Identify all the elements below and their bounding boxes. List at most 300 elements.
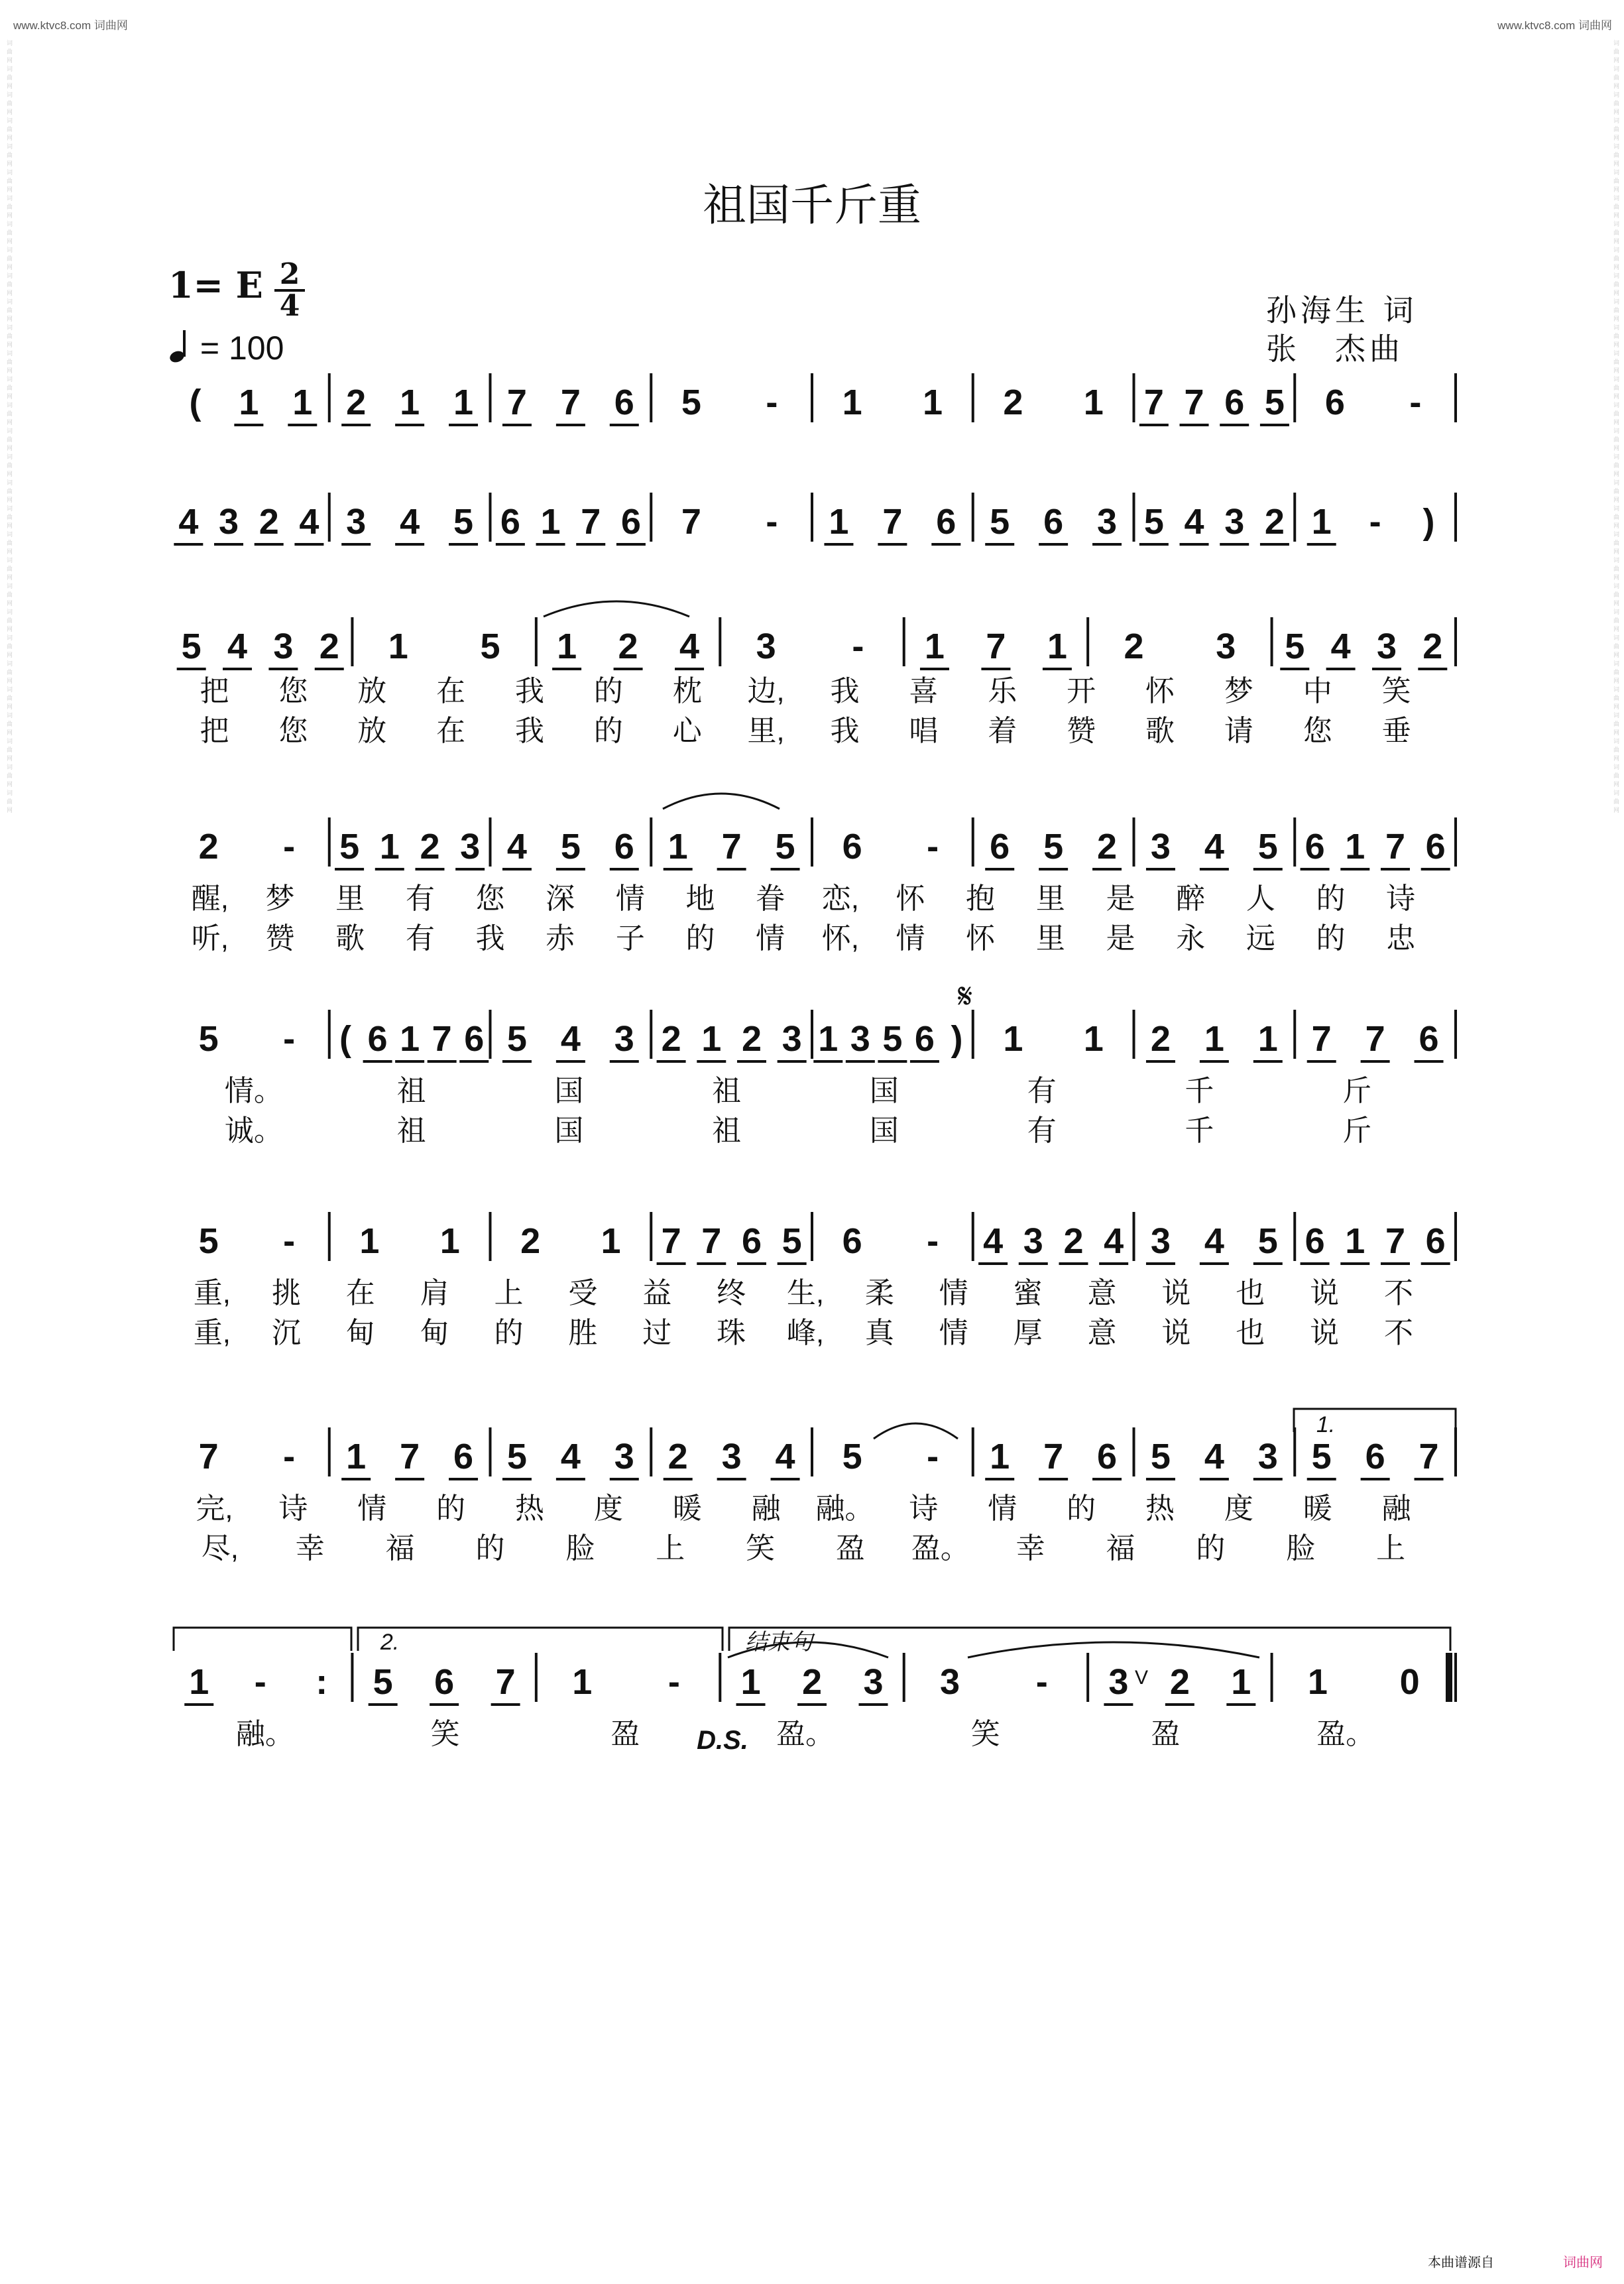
note: 7 [506,383,527,422]
note: 1 [1083,1019,1104,1059]
note: 1 [1083,383,1104,422]
footer-source: 本曲谱源自 [1428,2254,1494,2270]
lyric-char: 热 [1145,1492,1175,1525]
lyric-char: 的 [1316,882,1346,915]
lyric-char: 的 [436,1492,466,1525]
lyric-char: 千 [1185,1114,1214,1147]
lyric-char: 歌 [335,922,365,955]
lyric-char: 千 [1185,1075,1214,1107]
lyric-char: 怀 [966,922,996,955]
note: 2 [1003,383,1023,422]
note: 2 [1063,1221,1084,1261]
note: 6 [500,502,520,542]
slur [663,794,780,809]
lyric-char: 里, [747,715,785,747]
lyric-char: 柔 [864,1277,894,1309]
lyric-char: 意 [1087,1277,1117,1309]
note: 1 [829,502,849,542]
coda-label: 结束句 [745,1630,813,1655]
note: 6 [914,1019,935,1059]
lyric-char: 国 [554,1075,584,1107]
note: 1 [359,1221,380,1261]
note: 3 [219,502,239,542]
lyric-char: 情 [615,882,645,915]
note: 5 [681,383,701,422]
note: 1 [924,627,945,666]
note: 1 [379,827,400,867]
lyric-char: 边, [747,675,785,707]
lyric-char: 度 [593,1492,623,1525]
note: 5 [1264,383,1285,422]
lyric-char: 甸 [420,1317,449,1349]
lyric-char: 挑 [271,1277,301,1309]
lyric-char: 请 [1224,715,1253,747]
note: 6 [453,1437,474,1476]
note: 7 [1385,1221,1405,1261]
note: 4 [1184,502,1204,542]
note: ( [189,383,202,422]
lyric-char: 的 [1196,1532,1226,1565]
lyric-char: 盈 [610,1718,640,1750]
lyric-char: 把 [200,715,229,747]
lyric-char: 恋, [821,882,859,915]
note: 6 [620,502,641,542]
composer-credit: 张 杰曲 [1266,331,1404,367]
lyric-char: 深 [546,882,575,915]
lyric-char: 醒, [191,882,229,915]
coda-bracket [729,1628,1450,1651]
note: 5 [560,827,581,867]
lyric-char: 情。 [224,1075,283,1107]
note: 1 [1003,1019,1023,1059]
lyric-char: 怀 [896,882,925,915]
note: 2 [420,827,440,867]
note: 6 [936,502,957,542]
lyric-char: 说 [1161,1277,1191,1309]
lyric-char: 永 [1176,922,1206,955]
ending-2-bracket [358,1628,723,1651]
note: 6 [1324,383,1345,422]
note: 2 [346,383,367,422]
note: 5 [1043,827,1064,867]
breath-mark: V [1134,1667,1149,1689]
note: - [766,383,778,422]
lyric-char: 有 [405,922,435,955]
note: 2 [1124,627,1144,666]
lyric-char: 不 [1384,1317,1414,1349]
lyric-char: 笑 [1381,675,1411,707]
note: 5 [775,827,795,867]
note: 4 [1330,627,1351,666]
note: 1 [1047,627,1067,666]
lyric-char: 有 [1027,1075,1057,1107]
note: 5 [1150,1437,1171,1476]
lyric-char: 的 [593,675,623,707]
note: 7 [701,1221,722,1261]
note: 3 [1108,1662,1129,1702]
note: 3 [1097,502,1118,542]
note: 4 [1204,827,1224,867]
segno-sign: 𝄋 [957,977,973,1016]
lyric-char: 完, [196,1492,233,1525]
note: ) [1422,502,1435,542]
note: 7 [986,627,1006,666]
lyric-char: 怀 [1145,675,1175,707]
lyric-char: 忠 [1386,922,1416,955]
note: 1 [388,627,408,666]
note: 5 [1311,1437,1332,1476]
lyric-char: 上 [494,1277,524,1309]
note: 7 [1311,1019,1332,1059]
lyric-char: 斤 [1342,1075,1372,1107]
lyric-char: 我 [830,715,860,747]
slur [968,1642,1259,1657]
lyric-char: 祖 [712,1114,742,1147]
note: 2 [741,1019,762,1059]
lyric-char: 肩 [420,1277,449,1309]
note: 1 [842,383,862,422]
note: - [283,1019,296,1059]
note: 1 [1311,502,1332,542]
lyric-char: 开 [1067,675,1096,707]
note: 0 [1399,1662,1420,1702]
note: 1 [1204,1019,1224,1059]
note: 4 [560,1437,581,1476]
note: 1 [990,1437,1010,1476]
note: ( [339,1019,352,1059]
note: - [927,827,939,867]
lyric-char: 情 [988,1492,1017,1525]
song-title: 祖国千斤重 [703,180,921,231]
lyric-char: 的 [593,715,623,747]
note: 2 [618,627,638,666]
lyric-char: 国 [869,1075,899,1107]
note: - [283,827,296,867]
note: 2 [1264,502,1285,542]
lyric-char: 的 [685,922,715,955]
note: 6 [1097,1437,1118,1476]
note: 4 [299,502,319,542]
lyric-char: 诗 [1386,882,1416,915]
lyric-char: 梦 [1224,675,1253,707]
lyric-char: 怀, [821,922,859,955]
note: - [927,1437,939,1476]
lyric-char: 融。 [815,1492,874,1525]
lyric-char: 说 [1310,1317,1340,1349]
lyric-char: 您 [278,675,308,707]
note: 4 [1204,1221,1224,1261]
lyric-char: 厚 [1013,1317,1043,1349]
lyric-char: 胜 [568,1317,598,1349]
lyric-char: 益 [642,1277,672,1309]
note: 3 [1216,627,1236,666]
lyric-char: 抱 [966,882,996,915]
note: 1 [818,1019,839,1059]
note: 2 [259,502,279,542]
note: 3 [756,627,776,666]
tempo-value: = 100 [200,330,284,367]
note: 5 [198,1019,219,1059]
lyric-char: 不 [1384,1277,1414,1309]
lyric-char: 笑 [970,1718,1000,1750]
lyric-char: 蜜 [1013,1277,1043,1309]
lyric-char: 脸 [1286,1532,1316,1565]
note: - [1409,383,1422,422]
note: 5 [339,827,360,867]
time-signature-top: 2 [279,257,300,291]
note: 1 [189,1662,209,1702]
lyric-char: 在 [345,1277,375,1309]
note: 5 [990,502,1010,542]
note: 5 [506,1019,527,1059]
lyric-char: 有 [405,882,435,915]
lyric-char: 里 [335,882,365,915]
lyric-char: 福 [385,1532,415,1565]
note: 7 [400,1437,420,1476]
lyric-char: 重, [193,1317,231,1349]
note: 4 [1204,1437,1224,1476]
lyric-char: 在 [436,675,466,707]
note: 5 [480,627,500,666]
lyric-char: 您 [278,715,308,747]
note: 1 [1307,1662,1328,1702]
lyric-char: 暖 [1303,1492,1332,1525]
lyric-char: 盈 [835,1532,865,1565]
note: 3 [460,827,481,867]
note: 7 [1043,1437,1064,1476]
lyric-char: 着 [988,715,1017,747]
note: 1 [601,1221,621,1261]
note: 6 [990,827,1010,867]
note: 2 [661,1019,681,1059]
note: 1 [540,502,561,542]
lyric-char: 里 [1035,882,1065,915]
ending-2-label: 2. [380,1630,400,1655]
note: 6 [434,1662,455,1702]
note: 1 [557,627,577,666]
lyricist-credit: 孙海生 词 [1266,292,1418,328]
note: 4 [775,1437,795,1476]
lyric-char: 盈。 [1316,1718,1375,1750]
lyric-char: 重, [193,1277,231,1309]
lyric-char: 过 [642,1317,672,1349]
lyric-char: 盈。 [911,1532,970,1565]
note: 1 [740,1662,761,1702]
note: - [766,502,778,542]
lyric-char: 也 [1236,1317,1265,1349]
lyric-char: 的 [1316,922,1346,955]
lyric-char: 暖 [672,1492,702,1525]
note: 1 [400,1019,420,1059]
side-watermark-right: 词曲网词曲网词曲网词曲网词曲网词曲网词曲网词曲网词曲网词曲网词曲网词曲网词曲网词曲网词曲网词曲网词曲网词曲网词曲网词曲网词曲网词曲网词曲网词曲网词曲网词曲网词曲网词曲网词曲网词曲网 [1612,40,1619,815]
lyric-char: 诗 [278,1492,308,1525]
note: 1 [1257,1019,1278,1059]
lyric-char: 情 [939,1317,968,1349]
lyric-char: 情 [939,1277,968,1309]
note: 3 [850,1019,870,1059]
note: 1 [1231,1662,1251,1702]
note: 5 [1257,827,1278,867]
note: 1 [1345,1221,1365,1261]
note: - [283,1221,296,1261]
lyric-char: 眷 [756,882,785,915]
lyric-char: 脸 [565,1532,595,1565]
note: 4 [227,627,248,666]
note: 2 [520,1221,541,1261]
ds-marking: D.S. [697,1726,748,1755]
lyric-char: 放 [357,715,387,747]
lyric-char: 放 [357,675,387,707]
note: 6 [614,827,634,867]
note: 3 [940,1662,960,1702]
slur [544,601,689,617]
note: 7 [198,1437,219,1476]
lyric-char: 在 [436,715,466,747]
lyric-char: 唱 [909,715,939,747]
note: 1 [346,1437,367,1476]
note: 5 [1257,1221,1278,1261]
note: 7 [1365,1019,1385,1059]
note: : [316,1662,328,1702]
time-signature-bottom: 4 [279,289,300,323]
lyric-char: 峰, [786,1317,825,1349]
lyric-char: 中 [1303,675,1332,707]
note: - [852,627,864,666]
lyric-char: 笑 [746,1532,776,1565]
slur [874,1423,958,1439]
note: 2 [1422,627,1443,666]
note: 5 [882,1019,903,1059]
lyric-char: 是 [1106,922,1135,955]
note: - [254,1662,266,1702]
note: 5 [373,1662,393,1702]
lyric-char: 盈。 [776,1718,835,1750]
lyric-char: 祖 [712,1075,742,1107]
note: 6 [842,1221,862,1261]
lyric-char: 融 [1381,1492,1411,1525]
lyric-char: 梦 [265,882,295,915]
lyric-char: 喜 [909,675,939,707]
lyric-char: 情 [756,922,785,955]
note: - [927,1221,939,1261]
note: 1 [400,383,420,422]
note: 5 [1285,627,1305,666]
note: 1 [453,383,474,422]
lyric-char: 心 [672,715,702,747]
lyric-char: 真 [864,1317,894,1349]
note: 7 [581,502,601,542]
note: 4 [178,502,199,542]
ending-repeat-bracket [174,1628,351,1651]
note: 7 [1143,383,1164,422]
note: 3 [721,1437,742,1476]
note: - [667,1662,680,1702]
lyric-char: 情 [896,922,925,955]
lyric-char: 赞 [1067,715,1096,747]
note: 1 [701,1019,722,1059]
note: - [283,1437,296,1476]
note: 6 [464,1019,485,1059]
lyric-char: 我 [830,675,860,707]
key-signature: 1= E [168,264,263,306]
note: 1 [667,827,688,867]
note: 1 [572,1662,593,1702]
lyric-char: 我 [514,715,544,747]
side-watermark-left: 词曲网词曲网词曲网词曲网词曲网词曲网词曲网词曲网词曲网词曲网词曲网词曲网词曲网词曲网词曲网词曲网词曲网词曲网词曲网词曲网词曲网词曲网词曲网词曲网词曲网词曲网词曲网词曲网词曲网词曲网 [5,40,12,815]
footer-site: 词曲网 [1563,2254,1603,2270]
note: 7 [1385,827,1405,867]
note: 6 [1425,1221,1446,1261]
note: 6 [1043,502,1064,542]
note: 2 [667,1437,688,1476]
note: 3 [614,1437,634,1476]
note: 5 [842,1437,862,1476]
note: 6 [1365,1437,1385,1476]
lyric-char: 歌 [1145,715,1175,747]
note: 3 [614,1019,634,1059]
lyric-char: 垂 [1381,715,1411,747]
lyric-char: 子 [615,922,645,955]
note: 6 [1419,1019,1439,1059]
watermark-right: www.ktvc8.com 词曲网 [1497,19,1612,32]
lyric-char: 珠 [717,1317,746,1349]
note: ) [951,1019,963,1059]
lyric-char: 沉 [271,1317,301,1349]
note: 4 [679,627,700,666]
lyric-char: 醉 [1176,882,1206,915]
lyric-char: 的 [1067,1492,1096,1525]
lyric-char: 的 [475,1532,505,1565]
lyric-char: 是 [1106,882,1135,915]
lyric-char: 地 [685,882,715,915]
note: 6 [1425,827,1446,867]
lyric-char: 国 [554,1114,584,1147]
note: 7 [1419,1437,1439,1476]
note: 6 [367,1019,388,1059]
lyric-char: 祖 [396,1114,426,1147]
lyric-char: 意 [1087,1317,1117,1349]
lyric-char: 热 [514,1492,544,1525]
note: 3 [1150,827,1171,867]
note: 6 [741,1221,762,1261]
lyric-char: 诗 [909,1492,939,1525]
note: 1 [1345,827,1365,867]
note: 7 [661,1221,681,1261]
lyric-char: 说 [1161,1317,1191,1349]
note: 3 [346,502,367,542]
note: 3 [1150,1221,1171,1261]
note: 2 [1169,1662,1190,1702]
lyric-char: 情 [357,1492,387,1525]
lyric-char: 赞 [265,922,295,955]
note: 3 [863,1662,884,1702]
lyric-char: 赤 [546,922,575,955]
lyric-char: 终 [717,1277,746,1309]
note: 7 [1184,383,1204,422]
lyric-char: 您 [475,882,505,915]
lyric-char: 甸 [345,1317,375,1349]
note: 5 [453,502,474,542]
note: 4 [400,502,420,542]
note: 3 [782,1019,802,1059]
lyric-char: 祖 [396,1075,426,1107]
note: 6 [1305,827,1325,867]
note: 2 [319,627,339,666]
lyric-char: 国 [869,1114,899,1147]
note: 5 [181,627,202,666]
note: 5 [506,1437,527,1476]
lyric-char: 的 [494,1317,524,1349]
